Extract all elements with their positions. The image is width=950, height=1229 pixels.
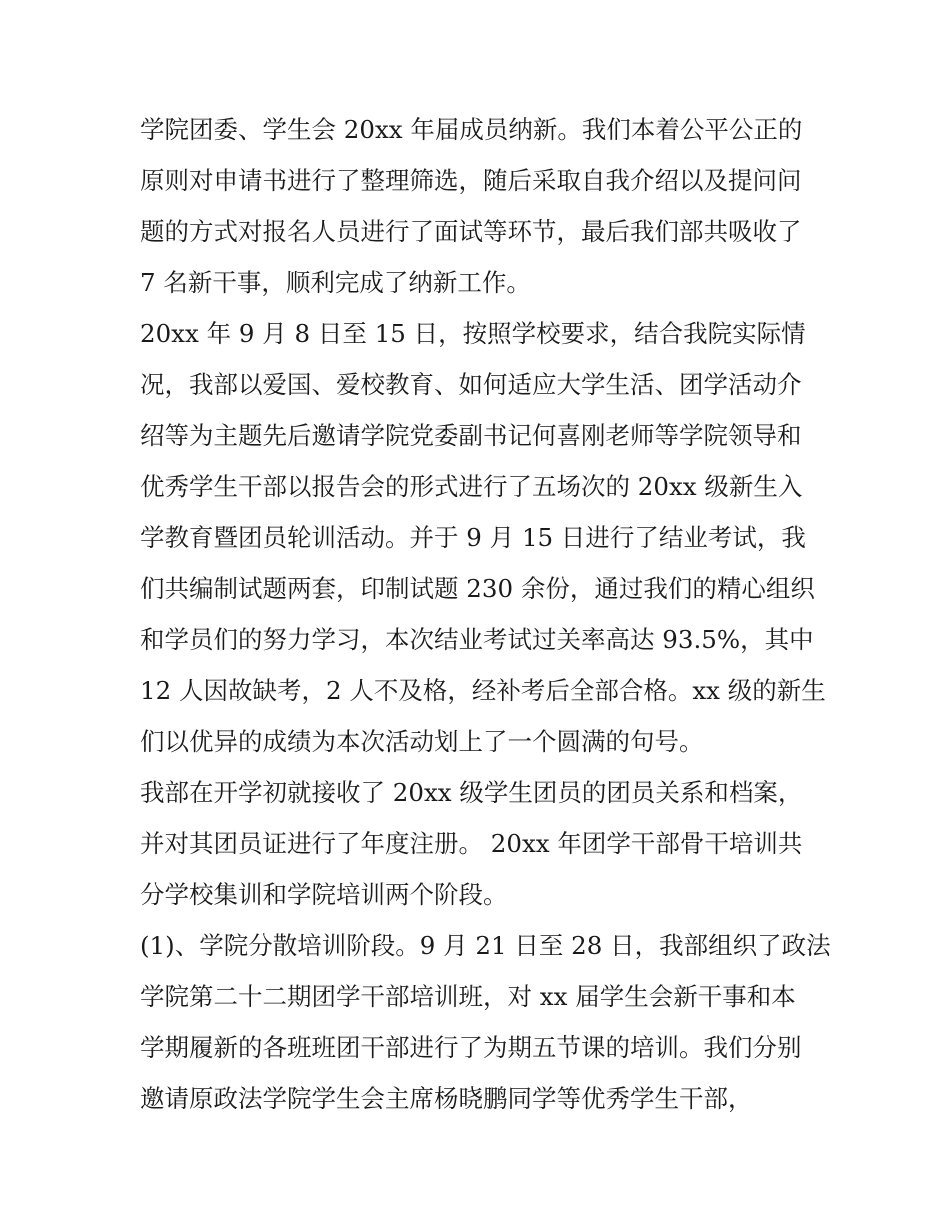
text-line: 7 名新干事，顺利完成了纳新工作。	[140, 268, 531, 297]
document-body-text	[140, 104, 831, 1124]
text-line: 优秀学生干部以报告会的形式进行了五场次的 20xx 级新生入	[140, 472, 803, 501]
text-line: 学院团委、学生会 20xx 年届成员纳新。我们本着公平公正的	[140, 115, 803, 144]
text-line: 们共编制试题两套，印制试题 230 余份，通过我们的精心组织	[140, 574, 815, 603]
text-line: 邀请原政法学院学生会主席杨晓鹏同学等优秀学生干部，	[140, 1084, 753, 1113]
text-line: 况，我部以爱国、爱校教育、如何适应大学生活、团学活动介	[140, 370, 802, 399]
text-line: 们以优异的成绩为本次活动划上了一个圆满的句号。	[140, 727, 704, 756]
text-line: (1)、学院分散培训阶段。9 月 21 日至 28 日，我部组织了政法	[140, 931, 831, 960]
text-line: 学教育暨团员轮训活动。并于 9 月 15 日进行了结业考试，我	[140, 523, 806, 552]
text-line: 分学校集训和学院培训两个阶段。	[140, 880, 508, 909]
text-line: 12 人因故缺考，2 人不及格，经补考后全部合格。xx 级的新生	[140, 676, 826, 705]
text-line: 学期履新的各班班团干部进行了为期五节课的培训。我们分别	[140, 1033, 802, 1062]
text-line: 和学员们的努力学习，本次结业考试过关率高达 93.5%，其中	[140, 625, 814, 654]
text-line: 学院第二十二期团学干部培训班，对 xx 届学生会新干事和本	[140, 982, 796, 1011]
text-line: 20xx 年 9 月 8 日至 15 日，按照学校要求，结合我院实际情	[140, 319, 806, 348]
text-line: 原则对申请书进行了整理筛选，随后采取自我介绍以及提问问	[140, 166, 802, 195]
text-line: 并对其团员证进行了年度注册。 20xx 年团学干部骨干培训共	[140, 829, 803, 858]
text-line: 我部在开学初就接收了 20xx 级学生团员的团员关系和档案，	[140, 778, 803, 807]
text-line: 题的方式对报名人员进行了面试等环节，最后我们部共吸收了	[140, 217, 802, 246]
text-line: 绍等为主题先后邀请学院党委副书记何喜刚老师等学院领导和	[140, 421, 802, 450]
